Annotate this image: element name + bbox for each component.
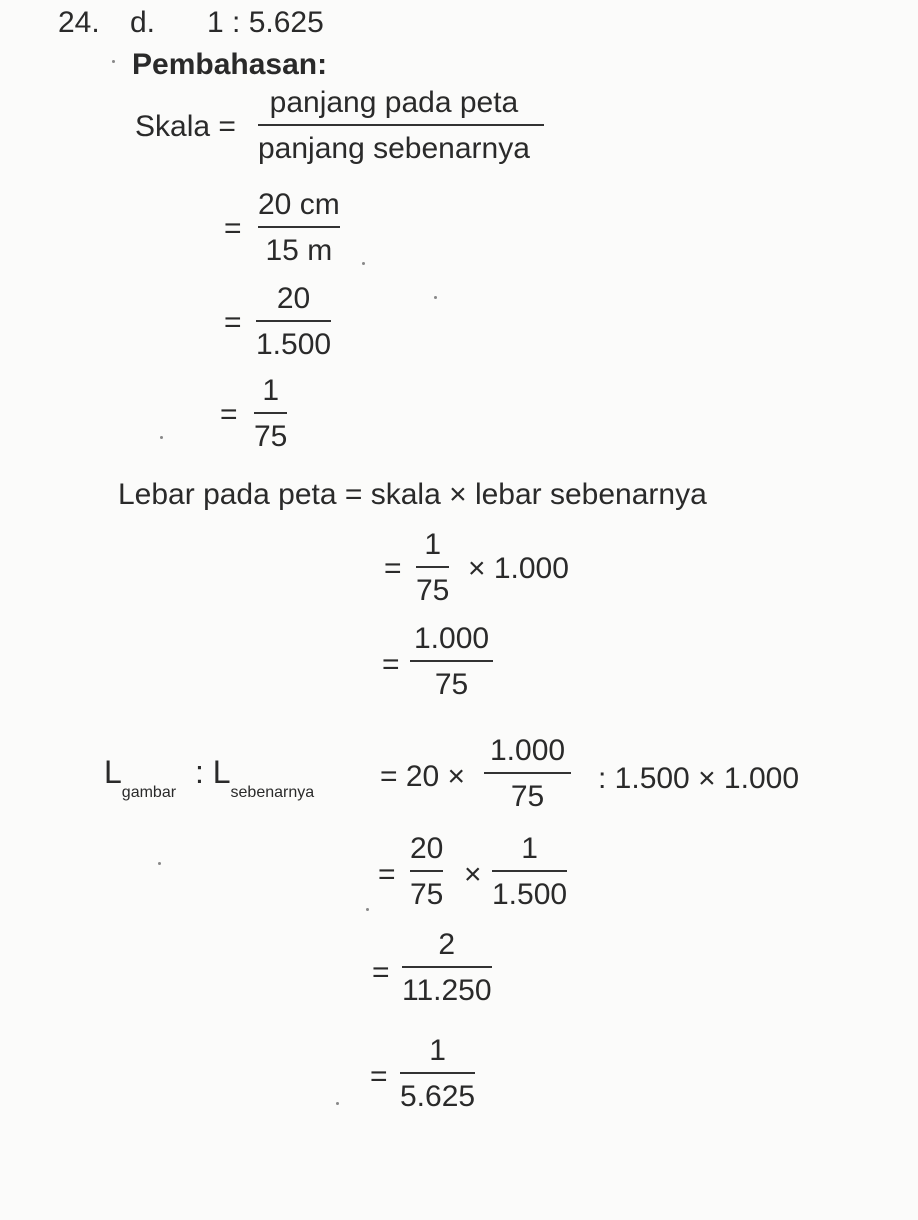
answer-option: d. xyxy=(130,6,156,39)
scan-speck xyxy=(336,1102,339,1105)
fraction-numerator: 20 xyxy=(410,832,444,865)
fraction-bar xyxy=(258,226,340,228)
equals-sign: = xyxy=(370,1060,388,1093)
fraction-denominator: 75 xyxy=(416,574,450,607)
fraction-bar xyxy=(256,320,331,322)
scale-step2-fraction xyxy=(256,284,331,360)
fraction-bar xyxy=(484,772,571,774)
fraction-bar xyxy=(254,412,287,414)
fraction-denominator: 75 xyxy=(434,668,469,701)
scale-definition-fraction xyxy=(258,88,530,164)
fraction-bar xyxy=(258,124,544,126)
answer-ratio: 1 : 5.625 xyxy=(207,6,324,39)
fraction-bar xyxy=(402,966,492,968)
fraction-numerator: 1.000 xyxy=(414,622,490,655)
fraction-denominator: 1.500 xyxy=(492,878,568,911)
fraction-denominator: 75 xyxy=(510,780,545,813)
fraction-numerator: 1 xyxy=(521,832,538,865)
scan-speck xyxy=(158,862,161,865)
fraction-denominator: 5.625 xyxy=(400,1080,476,1113)
scan-speck xyxy=(366,908,369,911)
subscript-sebenarnya: sebenarnya xyxy=(230,784,315,801)
equals-sign: = xyxy=(372,956,390,989)
scan-speck xyxy=(160,436,163,439)
equals-sign: = xyxy=(224,306,242,339)
scale-step3-fraction xyxy=(254,376,287,452)
scale-step1-fraction xyxy=(258,190,340,266)
equals-sign: = xyxy=(224,212,242,245)
area-step2-fraction-b xyxy=(492,834,567,910)
fraction-denominator: 75 xyxy=(254,420,288,453)
equals-sign: = xyxy=(378,858,396,891)
width-step2-fraction xyxy=(414,624,489,700)
width-multiplier: × 1.000 xyxy=(468,552,569,585)
fraction-denominator: 11.250 xyxy=(402,974,492,1007)
fraction-numerator: 1.000 xyxy=(490,734,566,767)
scan-speck xyxy=(434,296,437,299)
scan-speck xyxy=(362,262,365,265)
fraction-bar xyxy=(400,1072,475,1074)
fraction-numerator: panjang pada peta xyxy=(269,86,519,119)
fraction-numerator: 20 xyxy=(276,282,311,315)
fraction-numerator: 1 xyxy=(424,528,442,561)
area-step1-suffix: : 1.500 × 1.000 xyxy=(598,762,800,795)
fraction-bar xyxy=(416,566,449,568)
area-step3-fraction xyxy=(402,930,492,1006)
fraction-bar xyxy=(492,870,567,872)
area-ratio-label xyxy=(104,754,315,801)
ratio-colon: : xyxy=(194,754,204,790)
question-number: 24. xyxy=(58,6,100,39)
scan-speck xyxy=(112,60,115,63)
equals-sign: = xyxy=(382,648,400,681)
equals-sign: = xyxy=(384,552,402,585)
area-step1-fraction xyxy=(490,736,565,812)
area-step1-prefix: = 20 × xyxy=(380,760,466,793)
width-step1-fraction xyxy=(416,530,449,606)
fraction-bar xyxy=(410,870,443,872)
fraction-denominator: panjang sebenarnya xyxy=(258,132,530,165)
l-sebenarnya: L xyxy=(212,754,231,790)
area-step4-fraction xyxy=(400,1036,475,1112)
equals-sign: = xyxy=(220,398,238,431)
fraction-bar xyxy=(410,660,493,662)
area-step2-fraction-a xyxy=(410,834,443,910)
subscript-gambar: gambar xyxy=(121,784,177,801)
fraction-denominator: 75 xyxy=(410,878,444,911)
scale-label: Skala = xyxy=(135,110,236,143)
fraction-numerator: 1 xyxy=(429,1034,446,1067)
width-formula: Lebar pada peta = skala × lebar sebenarnya xyxy=(118,478,707,511)
fraction-numerator: 2 xyxy=(438,928,456,961)
times-sign: × xyxy=(464,858,482,891)
fraction-denominator: 15 m xyxy=(265,234,333,267)
fraction-numerator: 1 xyxy=(262,374,280,407)
fraction-numerator: 20 cm xyxy=(258,188,340,221)
solution-title: Pembahasan: xyxy=(132,48,328,81)
l-gambar: L xyxy=(104,754,122,790)
fraction-denominator: 1.500 xyxy=(256,328,332,361)
